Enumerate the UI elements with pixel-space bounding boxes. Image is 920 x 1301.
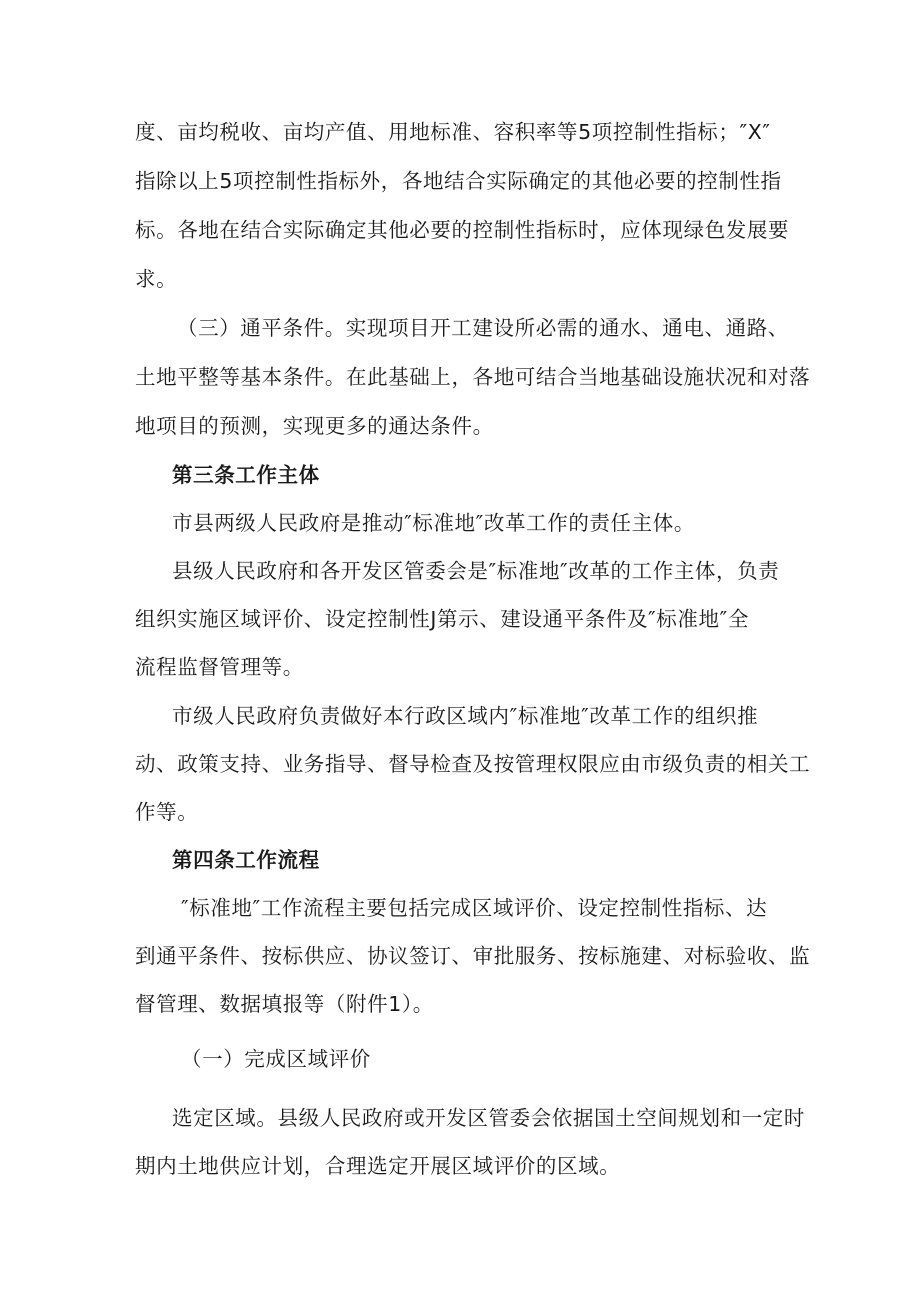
paragraph-1-line-1: 度、亩均税收、亩均产值、用地标准、容积率等5项控制性指标；″X″ — [135, 120, 771, 144]
paragraph-4-line-1: 县级人民政府和各开发区管委会是″标准地″改革的工作主体，负责 — [172, 559, 780, 583]
paragraph-5-line-1: 市级人民政府负责做好本行政区域内″标准地″改革工作的组织推 — [172, 704, 759, 728]
paragraph-6-line-3: 督管理、数据填报等（附件1）。 — [135, 992, 434, 1016]
section-heading-3: 第三条工作主体 — [172, 463, 320, 487]
section-heading-4: 第四条工作流程 — [172, 848, 320, 872]
subsection-heading-1: （一）完成区域评价 — [181, 1047, 371, 1071]
paragraph-3: 市县两级人民政府是推动″标准地″改革工作的责任主体。 — [172, 511, 695, 535]
paragraph-1-line-4: 求。 — [135, 267, 178, 291]
paragraph-1-line-2: 指除以上5项控制性指标外，各地结合实际确定的其他必要的控制性指 — [135, 169, 782, 193]
paragraph-5-line-3: 作等。 — [135, 800, 199, 824]
paragraph-5-line-2: 动、政策支持、业务指导、督导检查及按管理权限应由市级负责的相关工 — [135, 752, 811, 776]
paragraph-4-line-2: 组织实施区域评价、设定控制性J第示、建设通平条件及″标准地″全 — [135, 607, 749, 631]
paragraph-6-line-2: 到通平条件、按标供应、协议签订、审批服务、按标施建、对标验收、监 — [135, 944, 811, 968]
paragraph-1-line-3: 标。各地在结合实际确定其他必要的控制性指标时，应体现绿色发展要 — [135, 218, 790, 242]
paragraph-6-line-1: ″标准地″工作流程主要包括完成区域评价、设定控制性指标、达 — [181, 896, 768, 920]
paragraph-4-line-3: 流程监督管理等。 — [135, 655, 304, 679]
paragraph-7-line-1: 选定区域。县级人民政府或开发区管委会依据国土空间规划和一定时 — [172, 1106, 805, 1130]
paragraph-2-line-1: （三）通平条件。实现项目开工建设所必需的通水、通电、通路、 — [177, 316, 789, 340]
paragraph-7-line-2: 期内土地供应计划，合理选定开展区域评价的区域。 — [135, 1154, 621, 1178]
paragraph-2-line-2: 土地平整等基本条件。在此基础上，各地可结合当地基础设施状况和对落 — [135, 365, 811, 389]
paragraph-2-line-3: 地项目的预测，实现更多的通达条件。 — [135, 414, 494, 438]
